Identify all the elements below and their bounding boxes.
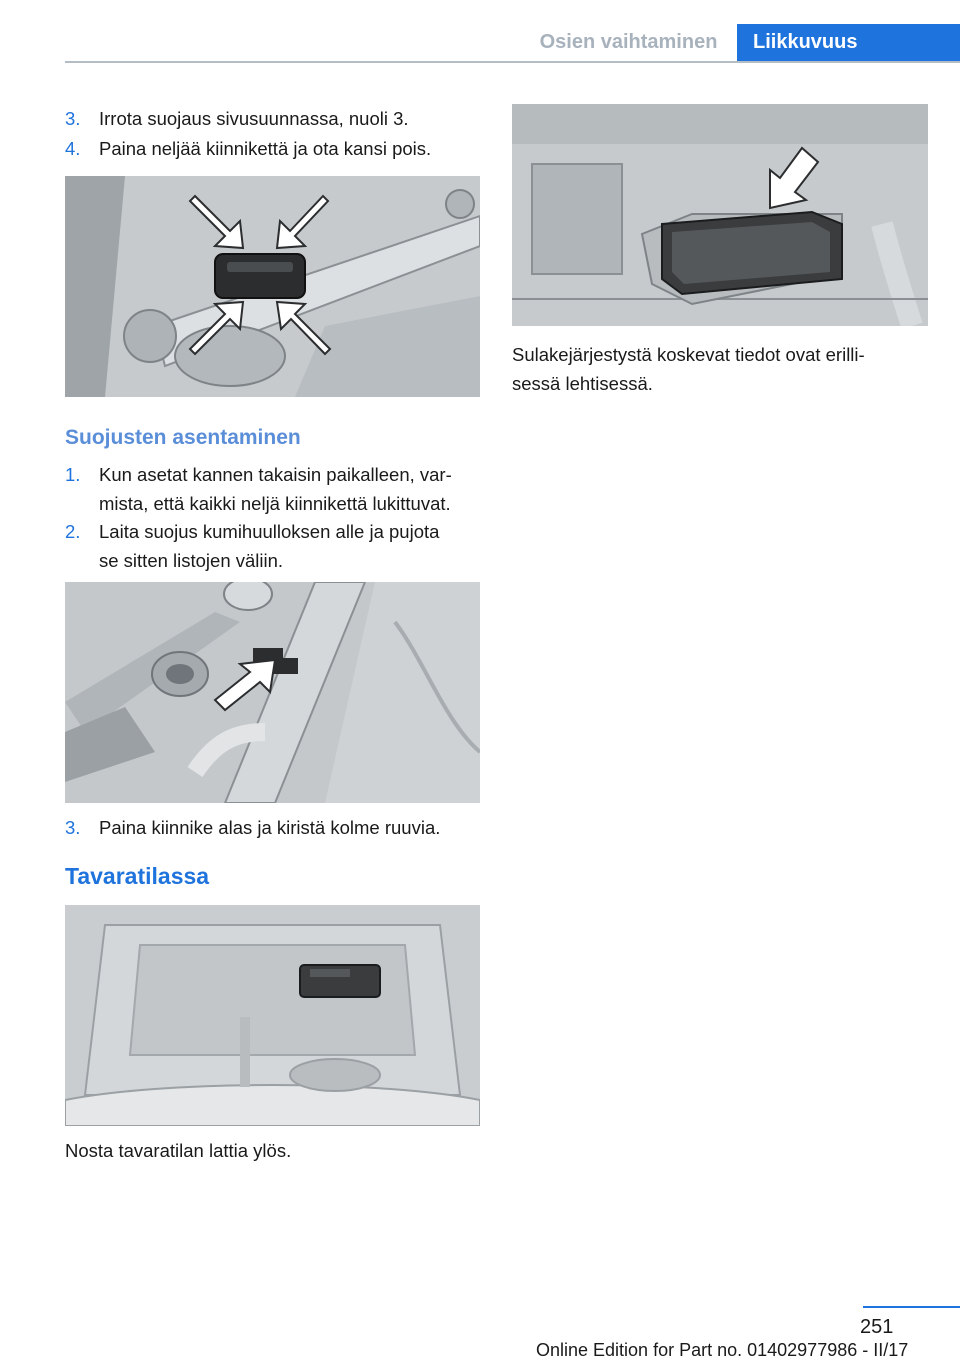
subheading-install-covers: Suojusten asentaminen xyxy=(65,426,301,449)
header-section-title: Osien vaihtaminen xyxy=(539,31,718,53)
fuse-info-line1: Sulakejärjestystä koskevat tiedot ovat erilli- xyxy=(512,344,865,365)
step-text-line2: mista, että kaikki neljä kiinnikettä lukittuvat. xyxy=(99,493,451,514)
trunk-floor-note: Nosta tavaratilan lattia ylös. xyxy=(65,1140,292,1161)
step-tighten-screws xyxy=(65,813,485,842)
step-remove-cover-4 xyxy=(65,134,485,163)
page-number: 251 xyxy=(860,1316,894,1338)
step-install-2 xyxy=(65,517,485,575)
step-text: Paina kiinnike alas ja kiristä kolme ruuvia. xyxy=(99,817,441,838)
step-number: 4. xyxy=(65,138,81,159)
step-text-line2: se sitten listojen väliin. xyxy=(99,550,284,571)
edition-footer: Online Edition for Part no. 01402977986 - II/17 xyxy=(536,1340,909,1360)
figure-trunk-fusebox xyxy=(65,905,480,1126)
header-rule xyxy=(65,61,960,63)
fuse-info-line2: sessä lehtisessä. xyxy=(512,373,653,394)
step-text-line1: Kun asetat kannen takaisin paikalleen, var- xyxy=(99,464,452,485)
step-number: 2. xyxy=(65,521,81,542)
step-install-1 xyxy=(65,460,485,518)
heading-trunk: Tavaratilassa xyxy=(65,863,210,889)
step-text: Paina neljää kiinnikettä ja ota kansi pois. xyxy=(99,138,432,159)
figure-fusebox-detail xyxy=(512,104,928,326)
fuse-info-note xyxy=(512,340,932,398)
step-text: Irrota suojaus sivusuunnassa, nuoli 3. xyxy=(99,108,409,129)
step-remove-cover-3 xyxy=(65,104,485,133)
step-number: 1. xyxy=(65,464,81,485)
header-chapter-tab: Liikkuvuus xyxy=(737,24,960,61)
step-text-line1: Laita suojus kumihuulloksen alle ja pujota xyxy=(99,521,440,542)
footer-rule xyxy=(863,1306,960,1308)
step-number: 3. xyxy=(65,108,81,129)
figure-cover-seal xyxy=(65,582,480,803)
figure-engine-cover-clips xyxy=(65,176,480,397)
step-number: 3. xyxy=(65,817,81,838)
